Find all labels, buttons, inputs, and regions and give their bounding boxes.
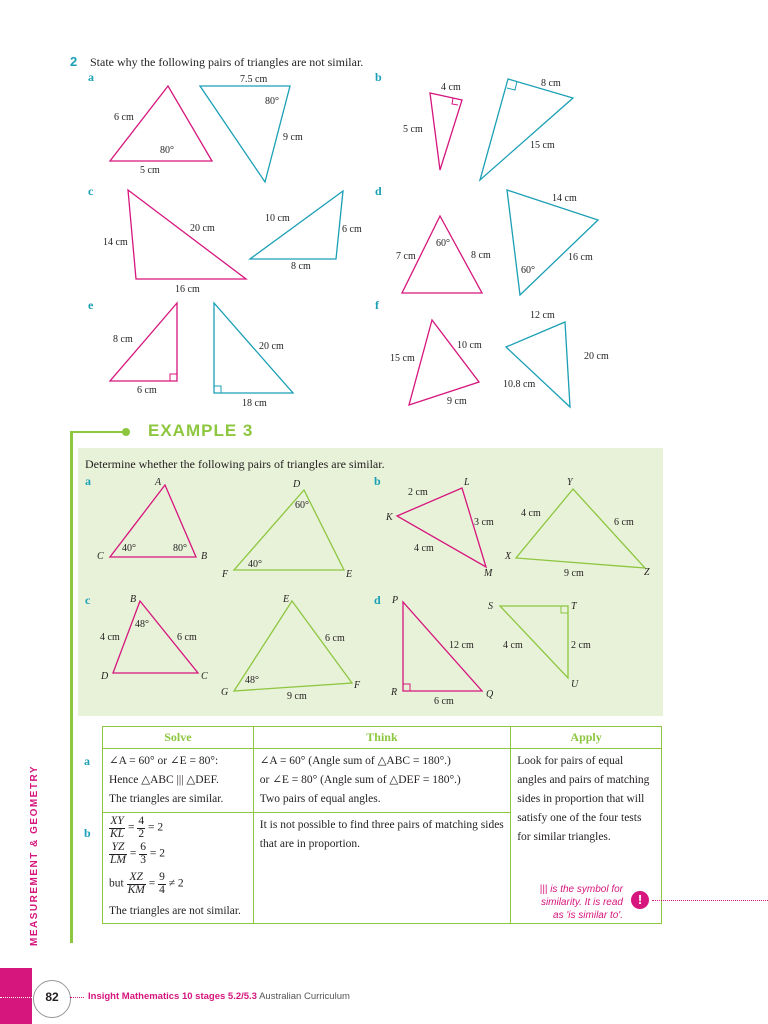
row-b-think-text: It is not possible to find three pairs of matching sides that are in proportion. — [259, 819, 504, 850]
row-a-solve-line2: Hence △ABC ||| △DEF. — [109, 774, 219, 786]
ex-c-F: F — [354, 680, 361, 691]
tri-2f-1 — [409, 320, 479, 405]
ex-c-BD: 4 cm — [100, 632, 120, 643]
ratio1-den2: 2 — [138, 827, 145, 840]
note-line2: similarity. It is read — [540, 897, 623, 908]
tri-2c-2-side2: 6 cm — [342, 224, 362, 235]
right-angle-mark — [403, 684, 410, 691]
tri-2b-2-side2: 15 cm — [530, 140, 555, 151]
ratio1-num2: 4 — [138, 815, 145, 827]
ratio3-num2: 9 — [159, 871, 165, 883]
ratio2-den2: 3 — [140, 853, 146, 866]
row-a-solve-line3: The triangles are similar. — [109, 793, 224, 805]
footer-magenta-tab — [0, 968, 32, 1024]
ex-a-F: F — [222, 569, 229, 580]
tri-2e-1-side1: 8 cm — [113, 334, 133, 345]
example-part-b: b — [374, 474, 381, 488]
tri-2d-2-side1: 14 cm — [552, 193, 577, 204]
ratio1-num: XY — [110, 815, 124, 827]
tri-2d-2-side2: 16 cm — [568, 252, 593, 263]
ex-a-angD: 60° — [295, 500, 309, 511]
ex-b-KL: 2 cm — [408, 487, 428, 498]
tri-2d-1-side2: 8 cm — [471, 250, 491, 261]
ex-b-Y: Y — [567, 477, 573, 488]
footer-curriculum: Australian Curriculum — [259, 991, 350, 1002]
part-b-label: b — [375, 70, 382, 84]
part-e-label: e — [88, 298, 94, 312]
ratio3-den: KM — [127, 883, 145, 896]
ratio1-den: KL — [110, 827, 125, 840]
right-angle-mark — [214, 386, 221, 393]
example-title: EXAMPLE 3 — [148, 421, 254, 440]
row-a-think-line1: ∠A = 60° (Angle sum of △ABC = 180°.) — [259, 755, 451, 767]
right-angle-mark — [507, 81, 517, 90]
row-b-think — [253, 813, 510, 924]
ex-a-B: B — [201, 551, 208, 562]
row-a-think-line3: Two pairs of equal angles. — [259, 793, 381, 805]
ratio2-den: LM — [110, 853, 126, 866]
footer-book-title: Insight Mathematics 10 stages 5.2/5.3 — [88, 991, 257, 1002]
side-label-text: MEASUREMENT & GEOMETRY — [28, 765, 40, 946]
ex-b-KM: 4 cm — [414, 543, 434, 554]
example-bullet — [122, 428, 130, 436]
ex-d-S: S — [488, 601, 493, 612]
tri-2c-2-side1: 10 cm — [265, 213, 290, 224]
ex-a-angB: 80° — [173, 543, 187, 554]
ex-d-TU: 2 cm — [571, 640, 591, 651]
example-prompt: Determine whether the following pairs of triangles are similar. — [85, 457, 385, 471]
ratio2-num: YZ — [109, 842, 127, 855]
question-text: State why the following pairs of triangles are not similar. — [90, 55, 364, 69]
tri-2a-2-side1: 7.5 cm — [240, 74, 268, 85]
apply-text: Look for pairs of equal angles and pairs of matching sides in proportion that will satisfy one of the four tests for similar triangles. — [517, 755, 650, 843]
footer-text — [88, 991, 350, 1002]
ex-d-T: T — [571, 601, 577, 612]
ex-tri-def — [234, 490, 344, 570]
tri-2c-1-side1: 14 cm — [103, 237, 128, 248]
row-a-solve-line1: ∠A = 60° or ∠E = 80°: — [109, 755, 219, 767]
section-side-label — [14, 765, 40, 950]
tri-2f-2-side3: 10.8 cm — [503, 379, 536, 390]
row-b-ratio3: but $\frac{XZ}{KM}$ = $\frac{9}{4}$ ≠ 2 — [109, 871, 184, 896]
tri-2a-2-side2: 9 cm — [283, 132, 303, 143]
part-c-label: c — [88, 184, 94, 198]
ex-d-PQ: 12 cm — [449, 640, 474, 651]
tri-2b-1-side2: 5 cm — [403, 124, 423, 135]
ex-d-RQ: 6 cm — [434, 696, 454, 707]
ex-d-P: P — [392, 595, 399, 606]
ex-c-EF: 6 cm — [325, 633, 345, 644]
ratio3-result: ≠ 2 — [168, 877, 184, 890]
ratio2-num2: 6 — [140, 841, 146, 853]
tri-2b-2-side1: 8 cm — [541, 78, 561, 89]
row-a-think-line2: or ∠E = 80° (Angle sum of △DEF = 180°.) — [259, 774, 461, 786]
ratio3-den2: 4 — [159, 883, 165, 896]
ex-b-X: X — [505, 551, 512, 562]
header-solve: Solve — [103, 727, 254, 749]
tri-2b-2 — [480, 79, 573, 180]
tri-2d-1-side1: 7 cm — [396, 251, 416, 262]
ex-c-BC: 6 cm — [177, 632, 197, 643]
tri-2f-2-side1: 12 cm — [530, 310, 555, 321]
ratio2-result: = 2 — [149, 847, 165, 860]
ex-b-YZ: 6 cm — [614, 517, 634, 528]
ex-c-B: B — [130, 594, 137, 605]
note-symbol: ||| — [539, 884, 548, 895]
ex-d-R: R — [391, 687, 398, 698]
ex-c-angG: 48° — [245, 675, 259, 686]
ex-c-E: E — [283, 594, 290, 605]
ratio3-num: XZ — [127, 872, 146, 885]
ex-a-angF: 40° — [248, 559, 262, 570]
tri-2a-1-angle: 80° — [160, 145, 174, 156]
question-triangles — [0, 0, 768, 420]
right-angle-mark — [561, 606, 568, 613]
tri-2c-1 — [128, 190, 246, 279]
row-b-ratio1: $\frac{XY}{KL}$ = $\frac{4}{2}$ = 2 — [110, 815, 164, 840]
ex-d-U: U — [571, 679, 579, 690]
tri-2a-1-side2: 5 cm — [140, 165, 160, 176]
question-number: 2 — [70, 54, 78, 69]
footer-dotted-right — [70, 997, 84, 998]
row-b-conclusion: The triangles are not similar. — [109, 905, 241, 917]
tri-2f-1-side2: 10 cm — [457, 340, 482, 351]
tri-2c-2-side3: 8 cm — [291, 261, 311, 272]
example-part-d: d — [374, 593, 381, 607]
ex-c-D: D — [101, 671, 109, 682]
ex-a-D: D — [293, 479, 301, 490]
ex-c-G: G — [221, 687, 229, 698]
example-header-line — [70, 431, 125, 433]
tri-2c-1-side2: 20 cm — [190, 223, 215, 234]
ex-tri-klm — [397, 488, 486, 567]
ex-a-C: C — [97, 551, 104, 562]
ex-a-E: E — [346, 569, 353, 580]
part-d-label: d — [375, 184, 382, 198]
ex-b-Z: Z — [644, 567, 650, 578]
example-triangles — [0, 470, 768, 715]
header-apply: Apply — [511, 727, 662, 749]
tri-2e-2-side2: 18 cm — [242, 398, 267, 409]
ex-d-SU: 4 cm — [503, 640, 523, 651]
tri-2d-2-angle: 60° — [521, 265, 535, 276]
ex-b-M: M — [484, 568, 493, 579]
ex-b-XY: 4 cm — [521, 508, 541, 519]
tri-2b-1-side1: 4 cm — [441, 82, 461, 93]
ex-c-C: C — [201, 671, 208, 682]
ex-b-L: L — [464, 477, 470, 488]
tri-2d-1-angle: 60° — [436, 238, 450, 249]
header-think: Think — [253, 727, 510, 749]
solution-row-b-letter: b — [84, 826, 91, 840]
example-part-c: c — [85, 593, 91, 607]
tri-2a-1-side1: 6 cm — [114, 112, 134, 123]
right-angle-mark — [170, 374, 177, 381]
note-line1: is the symbol for — [550, 884, 623, 895]
tri-2f-2-side2: 20 cm — [584, 351, 609, 362]
ex-c-angB: 48° — [135, 619, 149, 630]
tri-2e-2-side1: 20 cm — [259, 341, 284, 352]
tri-2c-1-side3: 16 cm — [175, 284, 200, 295]
tri-2f-2 — [506, 322, 570, 407]
solution-row-a-letter: a — [84, 754, 90, 768]
tri-2a-2-angle: 80° — [265, 96, 279, 107]
part-f-label: f — [375, 298, 379, 312]
ex-d-Q: Q — [486, 689, 494, 700]
row-b-ratio2: $\frac{YZ}{LM}$ = $\frac{6}{3}$ = 2 — [110, 841, 165, 866]
row-a-think — [253, 749, 510, 813]
tri-2d-2 — [507, 190, 598, 295]
ex-tri-xyz — [516, 489, 645, 568]
row-b-solve — [103, 813, 254, 924]
footer-dotted-left — [0, 997, 36, 998]
ex-b-K: K — [386, 512, 393, 523]
ratio1-result: = 2 — [147, 821, 164, 834]
ex-b-LM: 3 cm — [474, 517, 494, 528]
ex-a-A: A — [155, 477, 162, 488]
tri-2f-1-side1: 15 cm — [390, 353, 415, 364]
row-a-solve — [103, 749, 254, 813]
note-dotted-line — [652, 900, 768, 901]
page-number: 82 — [45, 990, 59, 1004]
ex-a-angC: 40° — [122, 543, 136, 554]
example-part-a: a — [85, 474, 91, 488]
ex-c-GF: 9 cm — [287, 691, 307, 702]
alert-icon: ! — [631, 891, 649, 909]
part-a-label: a — [88, 70, 94, 84]
note-line3: as 'is similar to'. — [553, 910, 623, 921]
similarity-note — [506, 883, 623, 922]
tri-2c-2 — [250, 191, 343, 259]
ratio3-but: but — [109, 877, 124, 890]
ex-b-XZ: 9 cm — [564, 568, 584, 579]
tri-2f-1-side3: 9 cm — [447, 396, 467, 407]
tri-2e-1-side2: 6 cm — [137, 385, 157, 396]
